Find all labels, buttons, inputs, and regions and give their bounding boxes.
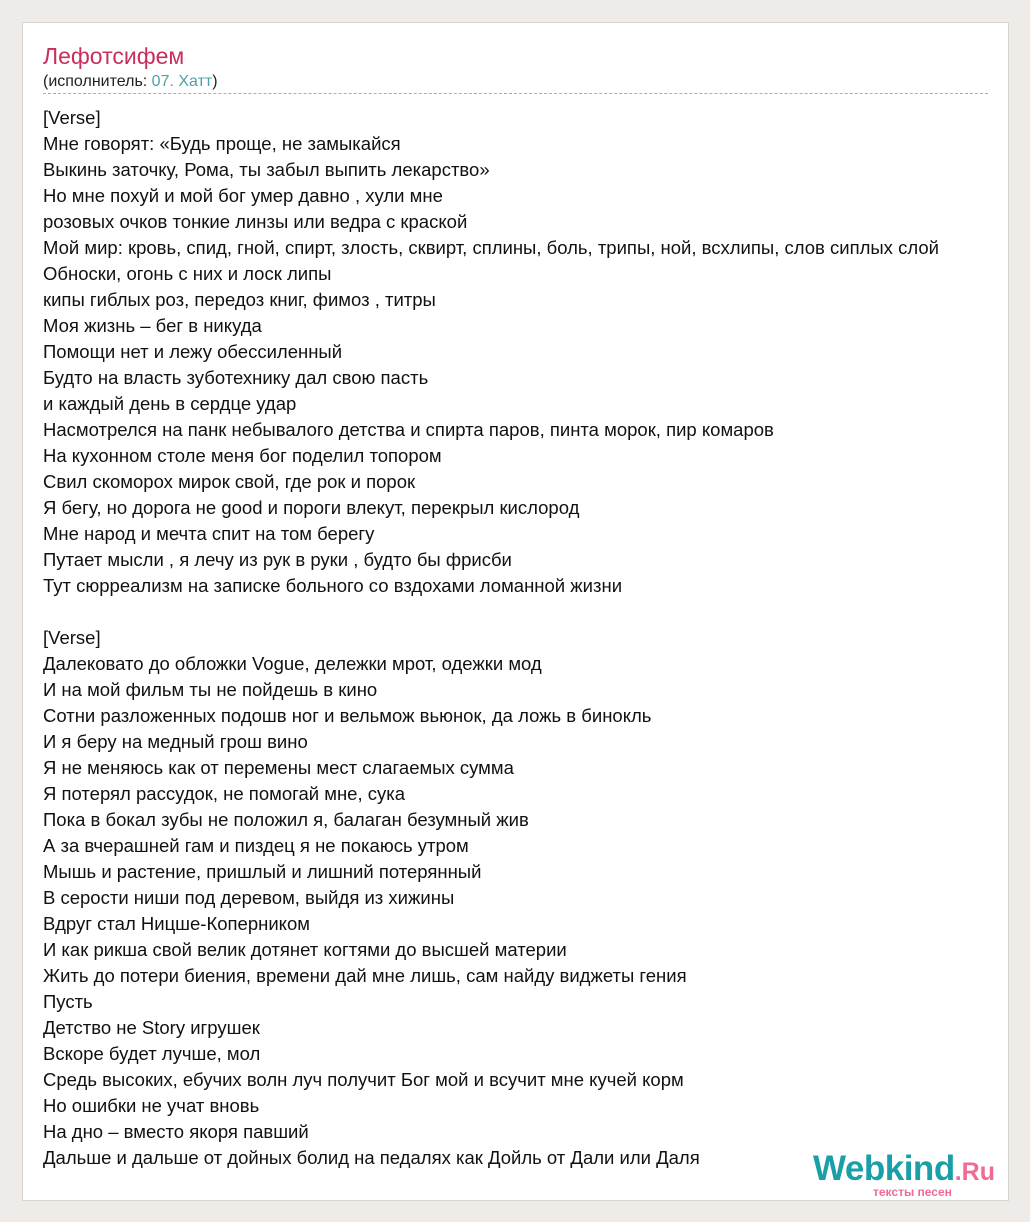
lyric-line: Тут сюрреализм на записке больного со вздохами ломанной жизни <box>43 575 623 596</box>
lyric-line: Мышь и растение, пришлый и лишний потерянный <box>43 861 482 882</box>
lyric-line: Обноски, огонь с них и лоск липы <box>43 263 332 284</box>
lyric-line: На дно – вместо якоря павший <box>43 1121 309 1142</box>
lyric-line <box>43 599 939 625</box>
lyric-line: Далековато до обложки Vogue, дележки мрот, одежки мод <box>43 653 542 674</box>
logo-ru: .Ru <box>954 1158 995 1186</box>
lyric-line: На кухонном столе меня бог поделил топором <box>43 445 442 466</box>
artist-prefix: (исполнитель: <box>43 73 152 90</box>
lyric-line: Я не меняюсь как от перемены мест слагаемых сумма <box>43 757 514 778</box>
lyric-line: розовых очков тонкие линзы или ведра с краской <box>43 211 468 232</box>
divider <box>43 93 988 94</box>
webkind-logo[interactable] <box>813 1149 1003 1199</box>
lyric-line: Мне народ и мечта спит на том берегу <box>43 523 375 544</box>
artist-link[interactable]: 07. Хатт <box>151 73 213 90</box>
lyric-line: И на мой фильм ты не пойдешь в кино <box>43 679 378 700</box>
logo-wordmark <box>813 1149 1003 1188</box>
song-title: Лефотсифем <box>43 43 185 69</box>
lyric-line: В серости ниши под деревом, выйдя из хижины <box>43 887 455 908</box>
lyric-line: А за вчерашней гам и пиздец я не покаюсь утром <box>43 835 469 856</box>
lyric-line: [Verse] <box>43 627 101 648</box>
lyric-line: Вдруг стал Ницше-Коперником <box>43 913 310 934</box>
lyric-line: [Verse] <box>43 107 101 128</box>
lyric-line: Свил скоморох мирок свой, где рок и порок <box>43 471 416 492</box>
lyric-line: Путает мысли , я лечу из рук в руки , будто бы фрисби <box>43 549 512 570</box>
lyric-line: Жить до потери биения, времени дай мне лишь, сам найду виджеты гения <box>43 965 687 986</box>
artist-suffix: ) <box>212 73 218 90</box>
lyric-line: Мой мир: кровь, спид, гной, спирт, злость, сквирт, сплины, боль, трипы, ной, всхлипы, слов сиплых слой <box>43 237 939 258</box>
lyric-line: Сотни разложенных подошв ног и вельмож вьюнок, да ложь в бинокль <box>43 705 652 726</box>
artist-line <box>43 73 218 91</box>
lyric-line: кипы гиблых роз, передоз книг, фимоз , титры <box>43 289 436 310</box>
lyrics-text <box>43 105 939 1171</box>
lyric-line: Будто на власть зуботехнику дал свою пасть <box>43 367 429 388</box>
lyric-line: Средь высоких, ебучих волн луч получит Бог мой и всучит мне кучей корм <box>43 1069 684 1090</box>
lyric-line: И как рикша свой велик дотянет когтями до высшей материи <box>43 939 567 960</box>
lyric-line: Я бегу, но дорога не good и пороги влекут, перекрыл кислород <box>43 497 580 518</box>
lyric-line: Насмотрелся на панк небывалого детства и спирта паров, пинта морок, пир комаров <box>43 419 774 440</box>
lyric-line: Помощи нет и лежу обессиленный <box>43 341 343 362</box>
lyric-line: Но ошибки не учат вновь <box>43 1095 260 1116</box>
lyric-line: Пусть <box>43 991 93 1012</box>
lyric-line: Детство не Story игрушек <box>43 1017 260 1038</box>
lyric-line: Вскоре будет лучше, мол <box>43 1043 261 1064</box>
logo-main: Webkind <box>813 1149 955 1188</box>
lyric-line: И я беру на медный грош вино <box>43 731 308 752</box>
lyric-line: и каждый день в сердце удар <box>43 393 297 414</box>
lyric-line: Дальше и дальше от дойных болид на педалях как Дойль от Дали или Даля <box>43 1147 700 1168</box>
logo-subtitle: тексты песен <box>873 1185 952 1199</box>
lyric-line: Но мне похуй и мой бог умер давно , хули мне <box>43 185 443 206</box>
lyric-line: Мне говорят: «Будь проще, не замыкайся <box>43 133 401 154</box>
lyric-line: Я потерял рассудок, не помогай мне, сука <box>43 783 406 804</box>
lyric-line: Пока в бокал зубы не положил я, балаган безумный жив <box>43 809 529 830</box>
lyric-line: Выкинь заточку, Рома, ты забыл выпить лекарство» <box>43 159 490 180</box>
lyric-line: Моя жизнь – бег в никуда <box>43 315 262 336</box>
